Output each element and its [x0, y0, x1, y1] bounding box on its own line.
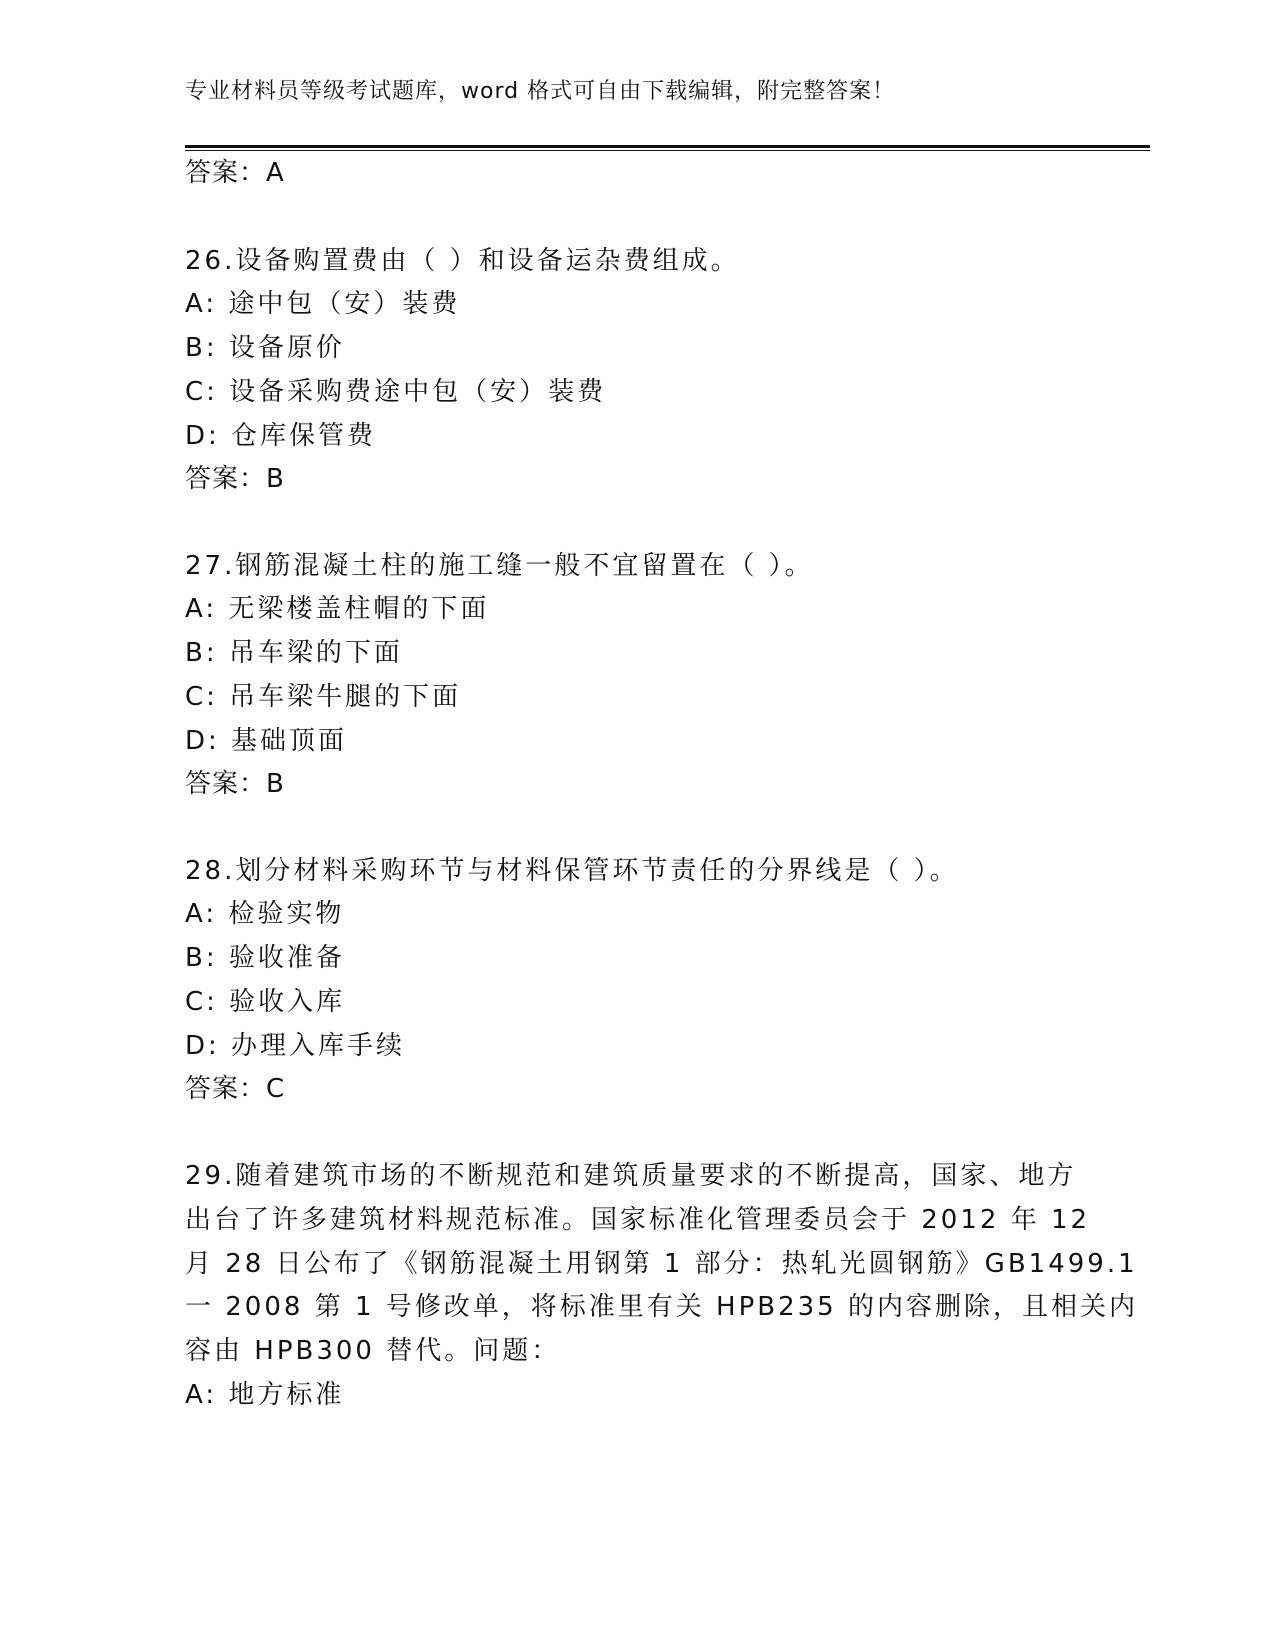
question-26-option-d: D: 仓库保管费 [185, 421, 377, 451]
answer-25: 答案：A [185, 158, 285, 188]
question-27-text: 27.钢筋混凝土柱的施工缝一般不宜留置在（ ）。 [185, 551, 814, 581]
question-28-option-b: B: 验收准备 [185, 943, 345, 973]
answer-27: 答案：B [185, 769, 285, 799]
question-27-option-a: A: 无梁楼盖柱帽的下面 [185, 594, 490, 624]
question-28-text: 28.划分材料采购环节与材料保管环节责任的分界线是（ ）。 [185, 856, 959, 886]
page-header: 专业材料员等级考试题库，word 格式可自由下载编辑，附完整答案！ [185, 79, 896, 104]
answer-26: 答案：B [185, 464, 285, 494]
question-28-option-d: D: 办理入库手续 [185, 1031, 406, 1061]
question-28-option-a: A: 检验实物 [185, 899, 345, 929]
question-26-option-c: C: 设备采购费途中包（安）装费 [185, 377, 607, 407]
header-divider-thin [185, 150, 1150, 151]
question-29-line-4: 一 2008 第 1 号修改单，将标准里有关 HPB235 的内容删除，且相关内 [185, 1292, 1138, 1322]
question-29-line-1: 29.随着建筑市场的不断规范和建筑质量要求的不断提高，国家、地方 [185, 1161, 1077, 1191]
question-26-text: 26.设备购置费由（ ）和设备运杂费组成。 [185, 246, 740, 276]
header-divider [185, 145, 1150, 148]
question-29-line-2: 出台了许多建筑材料规范标准。国家标准化管理委员会于 2012 年 12 [185, 1205, 1091, 1235]
question-26-option-a: A: 途中包（安）装费 [185, 289, 461, 319]
question-27-option-d: D: 基础顶面 [185, 726, 348, 756]
question-28-option-c: C: 验收入库 [185, 987, 346, 1017]
question-29-line-5: 容由 HPB300 替代。问题： [185, 1336, 561, 1366]
answer-28: 答案：C [185, 1074, 286, 1104]
question-29-line-3: 月 28 日公布了《钢筋混凝土用钢第 1 部分：热轧光圆钢筋》GB1499.1 [185, 1249, 1138, 1279]
question-29-option-a: A: 地方标准 [185, 1380, 345, 1410]
question-27-option-b: B: 吊车梁的下面 [185, 638, 403, 668]
question-27-option-c: C: 吊车梁牛腿的下面 [185, 682, 462, 712]
question-26-option-b: B: 设备原价 [185, 333, 345, 363]
